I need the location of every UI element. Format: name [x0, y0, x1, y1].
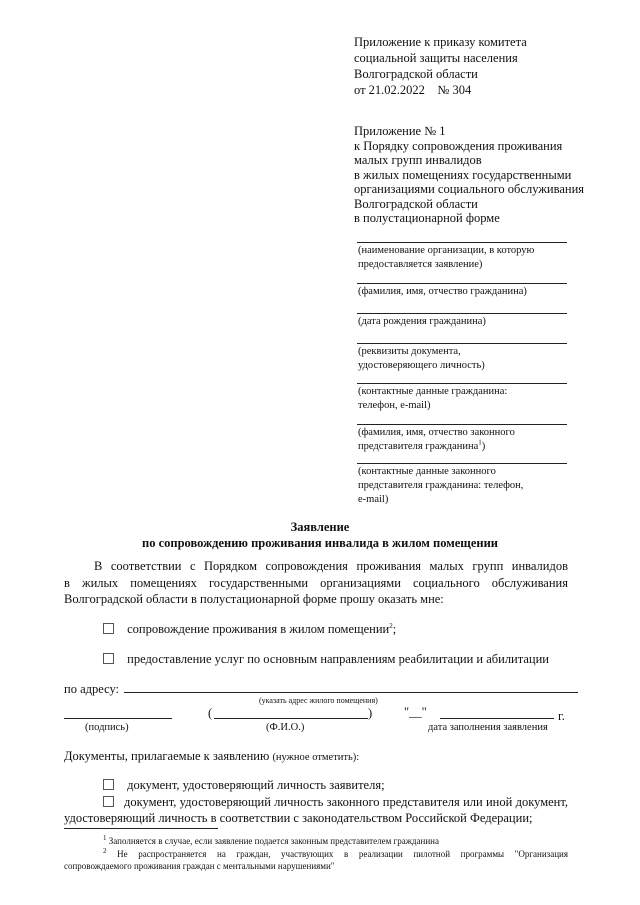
- field-representative-contacts-label: (контактные данные законного представителя гражданина: телефон, e-mail): [358, 466, 524, 505]
- date-year-suffix: г.: [558, 709, 565, 723]
- checkbox-accommodation-support[interactable]: [103, 623, 114, 634]
- order-line: Приложение к приказу комитета: [354, 35, 527, 49]
- signature-input-line[interactable]: [64, 718, 172, 719]
- fio-open-paren: (: [208, 706, 213, 720]
- appendix-line: в жилых помещениях государственными: [354, 167, 572, 182]
- document-item-applicant-id: документ, удостоверяющий личность заявителя;: [103, 777, 385, 793]
- address-label: по адресу:: [64, 682, 120, 696]
- date-day-quote: "__": [404, 705, 427, 719]
- order-line: социальной защиты населения: [354, 51, 518, 65]
- option-rehabilitation-services: предоставление услуг по основным направлениям реабилитации и абилитации: [103, 651, 549, 667]
- field-line-contacts[interactable]: [357, 383, 567, 384]
- field-citizen-name-label: (фамилия, имя, отчество гражданина): [358, 286, 527, 297]
- documents-heading: Документы, прилагаемые к заявлению (нужное отметить):: [64, 749, 360, 763]
- footnote-2: $^2$ Не распространяется на граждан, участвующих в реализации пилотной программы "Организация сопровождаемого проживания граждан с ментальными нарушениями": [64, 847, 568, 871]
- footnote-separator: [64, 828, 218, 829]
- fio-input-line[interactable]: [214, 718, 368, 719]
- signature-label: (подпись): [85, 722, 129, 733]
- footnote-ref-1: 1: [478, 438, 482, 447]
- order-reference: [354, 34, 614, 98]
- request-paragraph: В соответствии с Порядком сопровождения проживания малых групп инвалидов в жилых помещениях государственными организациями социального обслуживания Волгоградской области в полустационарной форме прошу оказать мне:: [64, 559, 568, 606]
- order-line: от 21.02.2022 № 304: [354, 83, 472, 97]
- field-representative-name-label: (фамилия, имя, отчество законного представителя гражданина$^1$): [358, 427, 515, 452]
- checkbox-representative-id[interactable]: [103, 796, 114, 807]
- appendix-line: Приложение № 1: [354, 124, 446, 138]
- field-line-citizen-name[interactable]: [357, 283, 567, 284]
- appendix-reference: [354, 124, 624, 226]
- fio-close-paren: ): [368, 706, 373, 720]
- document-title: Заявление по сопровождению проживания инвалида в жилом помещении: [142, 520, 498, 550]
- field-organization-label: (наименование организации, в которую предоставляется заявление): [358, 245, 535, 270]
- footnote-ref-2: 2: [389, 621, 393, 630]
- field-line-organization[interactable]: [357, 242, 567, 243]
- field-line-representative-contacts[interactable]: [357, 463, 567, 464]
- field-line-id-document[interactable]: [357, 343, 567, 344]
- field-contacts-label: (контактные данные гражданина: телефон, e-mail): [358, 386, 508, 411]
- appendix-line: организациями социального обслуживания: [354, 182, 585, 196]
- date-label: дата заполнения заявления: [428, 722, 548, 733]
- order-line: Волгоградской области: [354, 67, 478, 81]
- appendix-line: Волгоградской области: [354, 196, 478, 211]
- document-item-representative-id: документ, удостоверяющий личность законного представителя или иной документ, удостоверяющий личность в соответствии с законодательством Российской Федерации;: [64, 795, 568, 825]
- fio-label: (Ф.И.О.): [266, 722, 305, 733]
- checkbox-rehabilitation-services[interactable]: [103, 653, 114, 664]
- date-input-line[interactable]: [440, 718, 554, 719]
- address-hint: (указать адрес жилого помещения): [259, 696, 378, 705]
- appendix-line: малых групп инвалидов: [354, 153, 482, 167]
- appendix-line: к Порядку сопровождения проживания: [354, 138, 563, 153]
- field-line-birth-date[interactable]: [357, 313, 567, 314]
- field-line-representative-name[interactable]: [357, 424, 567, 425]
- field-birth-date-label: (дата рождения гражданина): [358, 316, 486, 327]
- address-input-line[interactable]: [124, 692, 578, 693]
- field-id-document-label: (реквизиты документа, удостоверяющего личность): [358, 346, 485, 371]
- appendix-line: в полустационарной форме: [354, 211, 500, 225]
- checkbox-applicant-id[interactable]: [103, 779, 114, 790]
- footnote-1: $^1$ Заполняется в случае, если заявление подается законным представителем гражданина: [103, 834, 439, 846]
- option-accommodation-support: сопровождение проживания в жилом помещении$^2$;: [103, 621, 396, 637]
